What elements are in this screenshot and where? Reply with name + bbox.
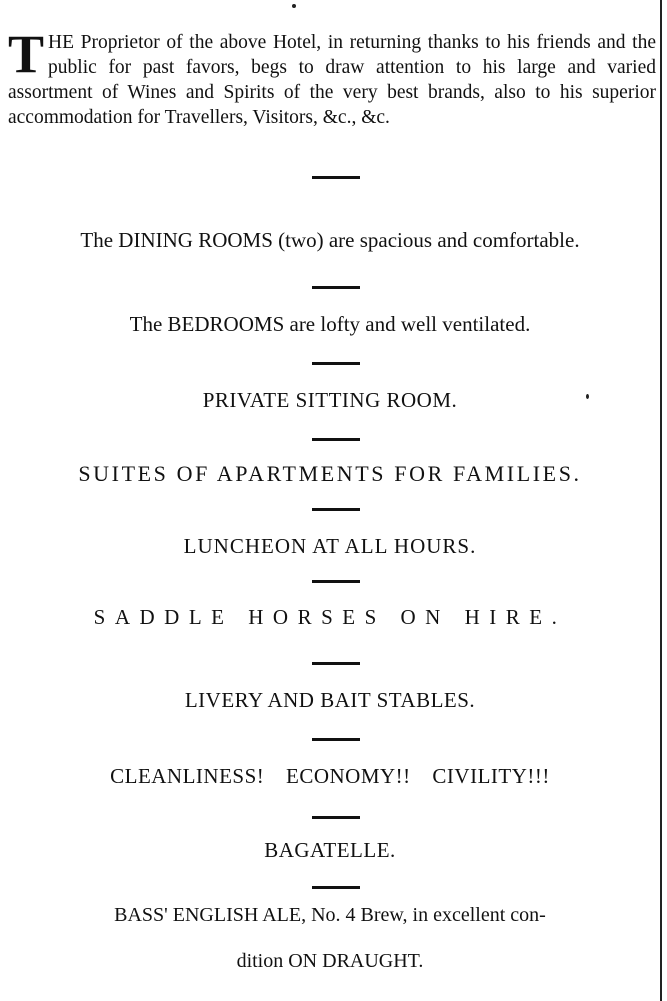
horses-line: SADDLE HORSES ON HIRE. bbox=[93, 605, 567, 629]
separator-rule bbox=[312, 286, 360, 289]
separator-rule bbox=[312, 816, 360, 819]
separator-rule bbox=[312, 580, 360, 583]
separator-rule bbox=[312, 886, 360, 889]
separator-rule bbox=[312, 176, 360, 179]
slogan-line: CLEANLINESS! ECONOMY!! CIVILITY!!! bbox=[110, 764, 550, 788]
dining-rooms-line: The DINING ROOMS (two) are spacious and comfortable. bbox=[80, 228, 580, 252]
separator-rule bbox=[312, 508, 360, 511]
draught-line: dition ON DRAUGHT. bbox=[236, 950, 424, 972]
bagatelle-line: BAGATELLE. bbox=[264, 838, 396, 862]
intro-paragraph bbox=[8, 24, 656, 130]
column-border bbox=[660, 0, 662, 1001]
ink-speck bbox=[292, 4, 296, 8]
bass-ale-line: BASS' ENGLISH ALE, No. 4 Brew, in excellent con- bbox=[114, 904, 546, 926]
separator-rule bbox=[312, 438, 360, 441]
suites-line: SUITES OF APARTMENTS FOR FAMILIES. bbox=[78, 461, 582, 486]
bedrooms-line: The BEDROOMS are lofty and well ventilated. bbox=[129, 312, 531, 336]
drop-cap: T bbox=[8, 24, 45, 84]
sitting-room-line: PRIVATE SITTING ROOM. bbox=[202, 388, 458, 412]
separator-rule bbox=[312, 662, 360, 665]
intro-text: HE Proprietor of the above Hotel, in returning thanks to his friends and the public for past favors, begs to draw attention to his large and varied assortment of Wines and Spirits of the very best brands, also to his superior accommodation for Travellers, Visitors, &c., &c. bbox=[8, 32, 656, 128]
separator-rule bbox=[312, 738, 360, 741]
luncheon-line: LUNCHEON AT ALL HOURS. bbox=[183, 534, 477, 558]
separator-rule bbox=[312, 362, 360, 365]
livery-line: LIVERY AND BAIT STABLES. bbox=[184, 688, 476, 712]
